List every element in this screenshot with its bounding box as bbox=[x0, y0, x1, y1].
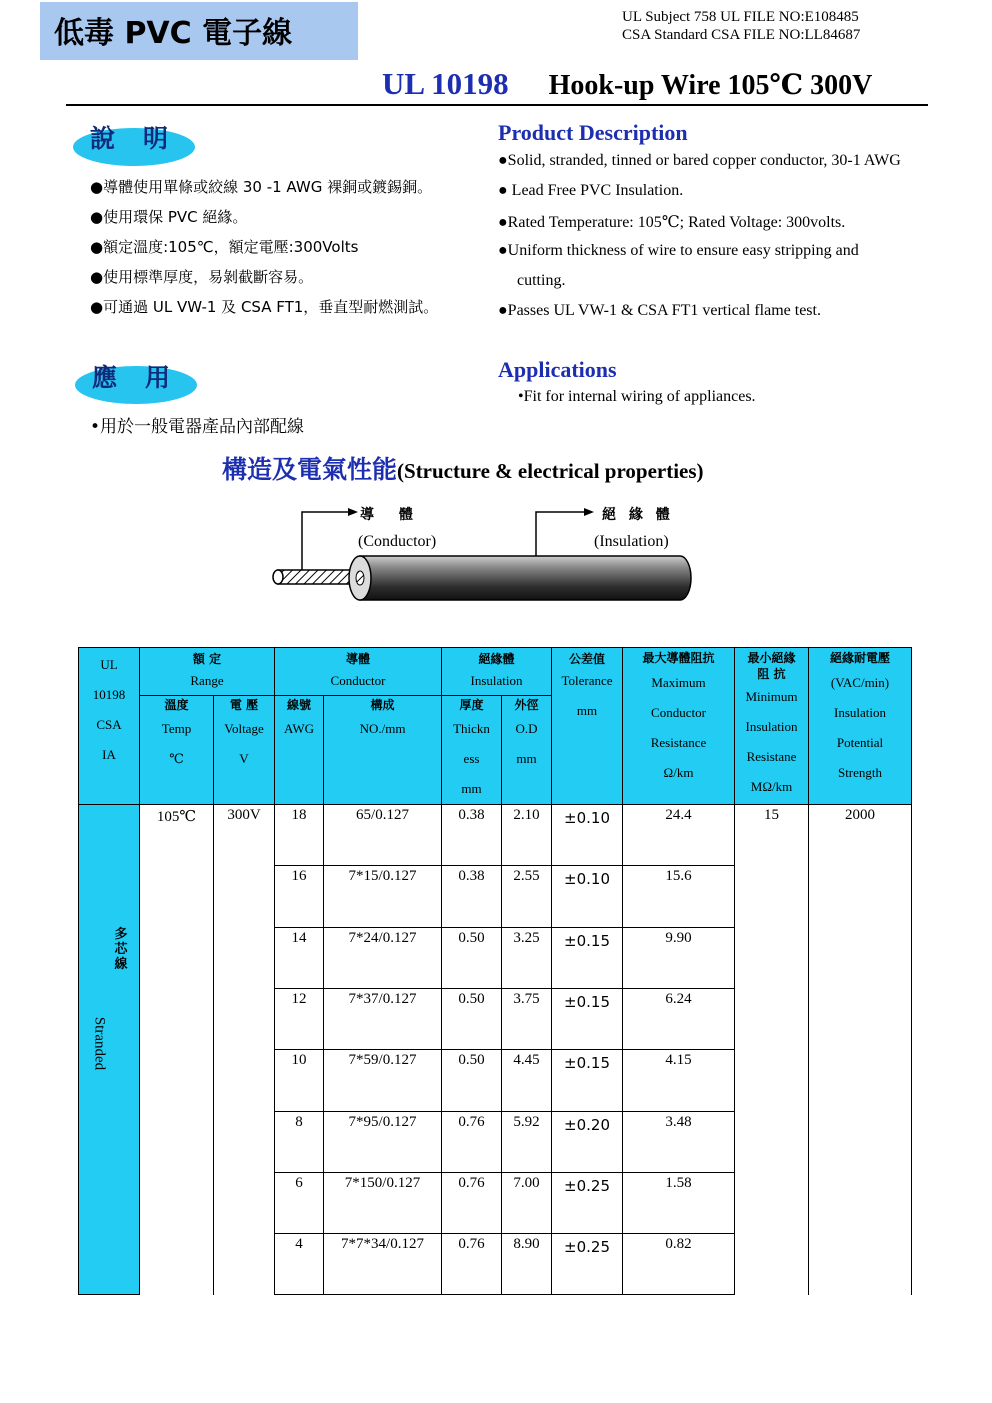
csa-standard: CSA Standard CSA FILE NO:LL84687 bbox=[622, 27, 861, 43]
list-item: ●Uniform thickness of wire to ensure easy stripping and bbox=[498, 242, 859, 259]
thickness-cell: 0.76 bbox=[442, 1112, 502, 1173]
applications-item-zh: •用於一般電器產品內部配線 bbox=[90, 417, 305, 437]
tolerance-cell: ±0.25 bbox=[552, 1234, 623, 1295]
description-heading-zh: 說明 bbox=[90, 124, 197, 153]
structure-title-en: (Structure & electrical properties) bbox=[397, 459, 704, 483]
header-voltage: 電 壓 Voltage V bbox=[214, 696, 275, 805]
list-item: ●導體使用單條或絞線 30 -1 AWG 裸銅或鍍錫銅。 bbox=[90, 178, 433, 196]
od-cell: 3.25 bbox=[502, 928, 552, 989]
thickness-cell: 0.50 bbox=[442, 1050, 502, 1112]
header-insulation: 絕緣體 Insulation bbox=[442, 648, 552, 696]
awg-cell: 6 bbox=[275, 1173, 324, 1234]
applications-heading-zh: 應用 bbox=[92, 363, 199, 392]
construction-cell: 7*37/0.127 bbox=[324, 989, 442, 1050]
spec-table bbox=[78, 647, 912, 1295]
resistance-cell: 9.90 bbox=[623, 928, 735, 989]
header-potential: 絕緣耐電壓 (VAC/min) Insulation Potential Strength bbox=[809, 648, 912, 805]
insulation-label-en: (Insulation) bbox=[594, 533, 669, 550]
od-cell: 4.45 bbox=[502, 1050, 552, 1112]
header-conductor: 導體 Conductor bbox=[275, 648, 442, 696]
insulation-resistance-value: 15 bbox=[735, 805, 809, 1295]
thickness-cell: 0.50 bbox=[442, 989, 502, 1050]
tolerance-cell: ±0.10 bbox=[552, 866, 623, 928]
side-label-en: Stranded bbox=[91, 1016, 108, 1071]
tolerance-cell: ±0.15 bbox=[552, 989, 623, 1050]
header-insulation-resistance: 最小絕緣 阻 抗 Minimum Insulation Resistane MΩ/km bbox=[735, 648, 809, 805]
insulation-shape bbox=[349, 556, 691, 600]
resistance-cell: 4.15 bbox=[623, 1050, 735, 1112]
conductor-pointer bbox=[302, 508, 358, 570]
awg-cell: 12 bbox=[275, 989, 324, 1050]
resistance-cell: 0.82 bbox=[623, 1234, 735, 1295]
description-list-zh bbox=[90, 176, 438, 326]
standards-block bbox=[622, 8, 860, 44]
od-cell: 3.75 bbox=[502, 989, 552, 1050]
construction-cell: 7*15/0.127 bbox=[324, 866, 442, 928]
construction-cell: 7*95/0.127 bbox=[324, 1112, 442, 1173]
conductor-shape bbox=[273, 570, 356, 584]
spec-table-wrapper bbox=[78, 647, 912, 1295]
applications-item-en: •Fit for internal wiring of appliances. bbox=[518, 388, 756, 405]
description-list-en bbox=[498, 152, 901, 332]
table-body bbox=[79, 648, 912, 1295]
header-construction: 構成 NO./mm bbox=[324, 696, 442, 805]
construction-cell: 7*59/0.127 bbox=[324, 1050, 442, 1112]
conductor-label-zh: 導 體 bbox=[360, 507, 423, 523]
header-thickness: 厚度 Thickn ess mm bbox=[442, 696, 502, 805]
insulation-label-zh: 絕 緣 體 bbox=[602, 507, 674, 523]
resistance-cell: 24.4 bbox=[623, 805, 735, 866]
tolerance-cell: ±0.10 bbox=[552, 805, 623, 866]
awg-cell: 8 bbox=[275, 1112, 324, 1173]
header-awg: 線號 AWG bbox=[275, 696, 324, 805]
product-subtitle: Hook-up Wire 105℃ 300V bbox=[548, 70, 873, 101]
thickness-cell: 0.76 bbox=[442, 1234, 502, 1295]
insulation-pointer bbox=[536, 508, 594, 556]
awg-cell: 4 bbox=[275, 1234, 324, 1295]
construction-cell: 7*7*34/0.127 bbox=[324, 1234, 442, 1295]
header-divider bbox=[66, 104, 928, 106]
header-ul: UL 10198 CSA IA bbox=[79, 648, 140, 805]
header-resistance: 最大導體阻抗 Maximum Conductor Resistance Ω/km bbox=[623, 648, 735, 805]
description-heading-en: Product Description bbox=[498, 120, 688, 145]
table-header-row bbox=[79, 648, 912, 696]
header-range: 額 定 Range bbox=[140, 648, 275, 696]
table-row bbox=[79, 805, 912, 866]
structure-title-zh: 構造及電氣性能 bbox=[222, 455, 398, 484]
od-cell: 7.00 bbox=[502, 1173, 552, 1234]
header-tolerance: 公差值 Tolerance mm bbox=[552, 648, 623, 805]
tolerance-cell: ±0.15 bbox=[552, 928, 623, 989]
awg-cell: 18 bbox=[275, 805, 324, 866]
list-item: ●Solid, stranded, tinned or bared copper conductor, 30-1 AWG bbox=[498, 152, 901, 169]
list-item: ●可通過 UL VW-1 及 CSA FT1，垂直型耐燃測試。 bbox=[90, 298, 439, 316]
thickness-cell: 0.38 bbox=[442, 805, 502, 866]
potential-value: 2000 bbox=[809, 805, 912, 1295]
list-item: ●Passes UL VW-1 & CSA FT1 vertical flame test. bbox=[498, 302, 821, 319]
od-cell: 2.55 bbox=[502, 866, 552, 928]
od-cell: 8.90 bbox=[502, 1234, 552, 1295]
resistance-cell: 3.48 bbox=[623, 1112, 735, 1173]
ul-standard: UL Subject 758 UL FILE NO:E108485 bbox=[622, 9, 859, 25]
tolerance-cell: ±0.25 bbox=[552, 1173, 623, 1234]
side-label-cell bbox=[79, 805, 140, 1295]
model-number: UL 10198 bbox=[382, 66, 509, 101]
tolerance-cell: ±0.20 bbox=[552, 1112, 623, 1173]
header-od: 外徑 O.D mm bbox=[502, 696, 552, 805]
resistance-cell: 6.24 bbox=[623, 989, 735, 1050]
od-cell: 2.10 bbox=[502, 805, 552, 866]
list-item: ●使用標準厚度，易剝截斷容易。 bbox=[90, 268, 314, 286]
structure-title bbox=[222, 450, 704, 486]
voltage-value: 300V bbox=[214, 805, 275, 1295]
awg-cell: 16 bbox=[275, 866, 324, 928]
page-title: 低毒 PVC 電子線 bbox=[54, 16, 293, 51]
list-item: cutting. bbox=[517, 272, 566, 289]
tolerance-cell: ±0.15 bbox=[552, 1050, 623, 1112]
product-title bbox=[382, 66, 872, 102]
awg-cell: 14 bbox=[275, 928, 324, 989]
list-item: ●額定溫度:105℃，額定電壓:300Volts bbox=[90, 238, 359, 256]
construction-cell: 7*24/0.127 bbox=[324, 928, 442, 989]
resistance-cell: 15.6 bbox=[623, 866, 735, 928]
list-item: ● Lead Free PVC Insulation. bbox=[498, 182, 684, 199]
thickness-cell: 0.50 bbox=[442, 928, 502, 989]
construction-cell: 65/0.127 bbox=[324, 805, 442, 866]
thickness-cell: 0.76 bbox=[442, 1173, 502, 1234]
applications-heading-en: Applications bbox=[498, 357, 617, 382]
list-item: ●使用環保 PVC 絕緣。 bbox=[90, 208, 248, 226]
conductor-label-en: (Conductor) bbox=[358, 533, 437, 550]
temp-value: 105℃ bbox=[140, 805, 214, 1295]
construction-cell: 7*150/0.127 bbox=[324, 1173, 442, 1234]
od-cell: 5.92 bbox=[502, 1112, 552, 1173]
list-item: ●Rated Temperature: 105℃; Rated Voltage: 300volts. bbox=[498, 214, 846, 231]
resistance-cell: 1.58 bbox=[623, 1173, 735, 1234]
title-banner bbox=[40, 2, 358, 60]
awg-cell: 10 bbox=[275, 1050, 324, 1112]
side-label-zh: 多芯線 bbox=[114, 927, 128, 972]
thickness-cell: 0.38 bbox=[442, 866, 502, 928]
header-temp: 溫度 Temp ℃ bbox=[140, 696, 214, 805]
